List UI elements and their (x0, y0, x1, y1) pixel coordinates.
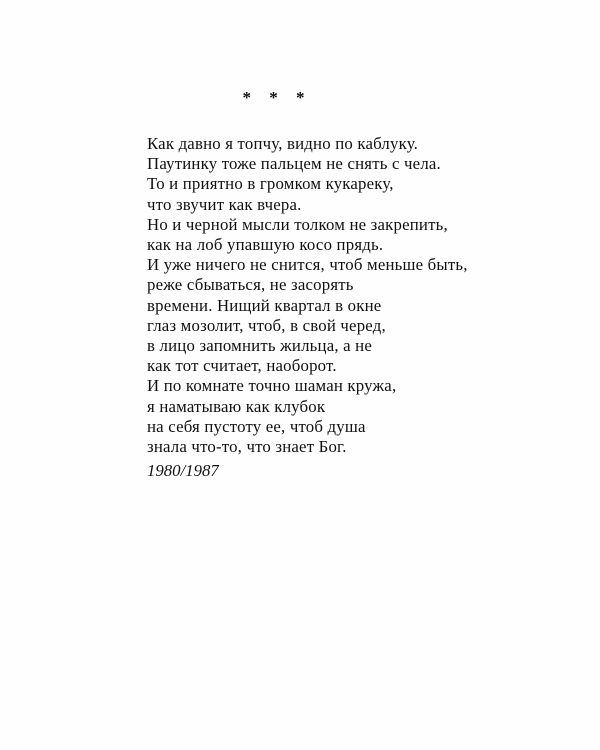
poem-line: И по комнате точно шаман кружа, (147, 376, 397, 396)
poem-line: глаз мозолит, чтоб, в свой черед, (147, 315, 386, 335)
poem-line: что звучит как вчера. (147, 194, 302, 214)
poem-line: Но и черной мысли толком не закрепить, (147, 214, 448, 234)
section-separator: * * * (242, 88, 312, 107)
poem-line: знала что-то, что знает Бог. (147, 437, 347, 457)
poem-text (147, 134, 567, 457)
poem-line: времени. Нищий квартал в окне (147, 295, 382, 315)
poem-line: как тот считает, наоборот. (147, 356, 337, 376)
poem-line: на себя пустоту ее, чтоб душа (147, 416, 366, 436)
poem-date: 1980/1987 (147, 461, 219, 480)
poem-line: я наматываю как клубок (147, 396, 326, 416)
poem-line: Как давно я топчу, видно по каблуку. (147, 134, 419, 153)
poem-line: Паутинку тоже пальцем не снять с чела. (147, 154, 441, 174)
poem-line: как на лоб упавшую косо прядь. (147, 235, 384, 255)
poem-line: То и приятно в громком кукареку, (147, 174, 394, 194)
poem-line: реже сбываться, не засорять (147, 275, 354, 295)
poem-line: И уже ничего не снится, чтоб меньше быть, (147, 255, 468, 275)
poem-line: в лицо запомнить жильца, а не (147, 336, 373, 356)
